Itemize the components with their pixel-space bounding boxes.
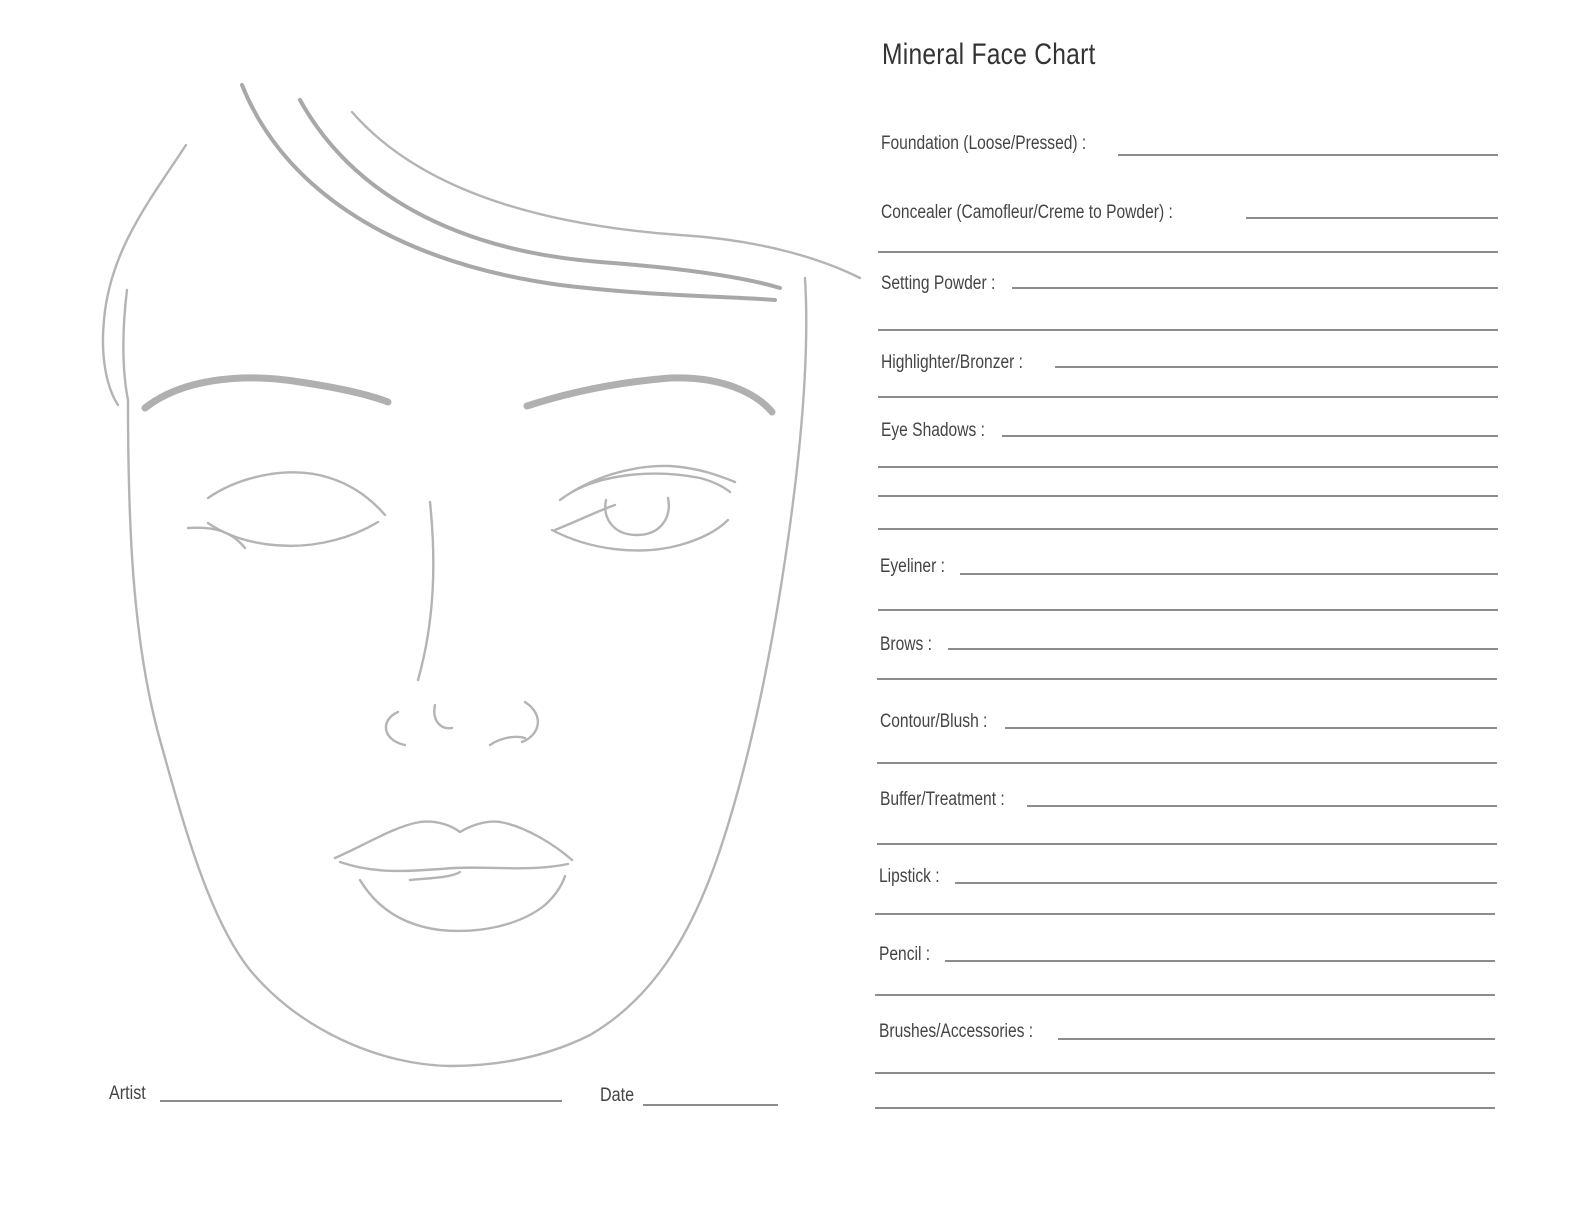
setting-powder-line-2[interactable] (878, 329, 1498, 331)
eyeliner-line-2[interactable] (878, 609, 1498, 611)
brushes-accessories-line-3[interactable] (875, 1107, 1495, 1109)
eye-shadows-line-4[interactable] (878, 528, 1498, 530)
brushes-accessories-label: Brushes/Accessories : (879, 1021, 1038, 1043)
setting-powder-line[interactable] (1012, 287, 1498, 289)
pencil-label: Pencil : (879, 944, 935, 966)
brushes-accessories-line-2[interactable] (875, 1072, 1495, 1074)
brows-line-2[interactable] (877, 678, 1497, 680)
concealer-label: Concealer (Camoflеur/Creme to Powder) : (881, 202, 1178, 224)
foundation-label: Foundation (Loose/Pressed) : (881, 133, 1091, 155)
artist-label: Artist (109, 1083, 146, 1104)
contour-blush-label: Contour/Blush : (880, 711, 992, 733)
pencil-line[interactable] (945, 960, 1495, 962)
date-label: Date (600, 1085, 635, 1106)
buffer-treatment-line[interactable] (1027, 805, 1497, 807)
buffer-treatment-line-2[interactable] (877, 843, 1497, 845)
artist-line[interactable] (160, 1100, 562, 1102)
lipstick-line-2[interactable] (875, 913, 1495, 915)
page-title: Mineral Face Chart (882, 38, 1096, 71)
brows-label: Brows : (880, 634, 937, 656)
eye-shadows-line[interactable] (1002, 435, 1498, 437)
eyeliner-label: Eyeliner : (880, 556, 950, 578)
eyeliner-line[interactable] (960, 573, 1498, 575)
concealer-line[interactable] (1246, 217, 1498, 219)
contour-blush-line-2[interactable] (877, 762, 1497, 764)
brows-line[interactable] (948, 648, 1498, 650)
highlighter-bronzer-line[interactable] (1055, 366, 1498, 368)
eye-shadows-label: Eye Shadows : (881, 420, 990, 442)
concealer-line-2[interactable] (878, 251, 1498, 253)
highlighter-bronzer-label: Highlighter/Bronzer : (881, 352, 1028, 374)
eye-shadows-line-2[interactable] (878, 466, 1498, 468)
highlighter-bronzer-line-2[interactable] (878, 396, 1498, 398)
date-line[interactable] (643, 1104, 778, 1106)
buffer-treatment-label: Buffer/Treatment : (880, 789, 1010, 811)
contour-blush-line[interactable] (1005, 727, 1497, 729)
brushes-accessories-line[interactable] (1058, 1038, 1495, 1040)
foundation-line[interactable] (1118, 154, 1498, 156)
lipstick-line[interactable] (955, 882, 1497, 884)
pencil-line-2[interactable] (875, 994, 1495, 996)
lipstick-label: Lipstick : (879, 866, 945, 888)
setting-powder-label: Setting Powder : (881, 273, 1000, 295)
eye-shadows-line-3[interactable] (878, 495, 1498, 497)
